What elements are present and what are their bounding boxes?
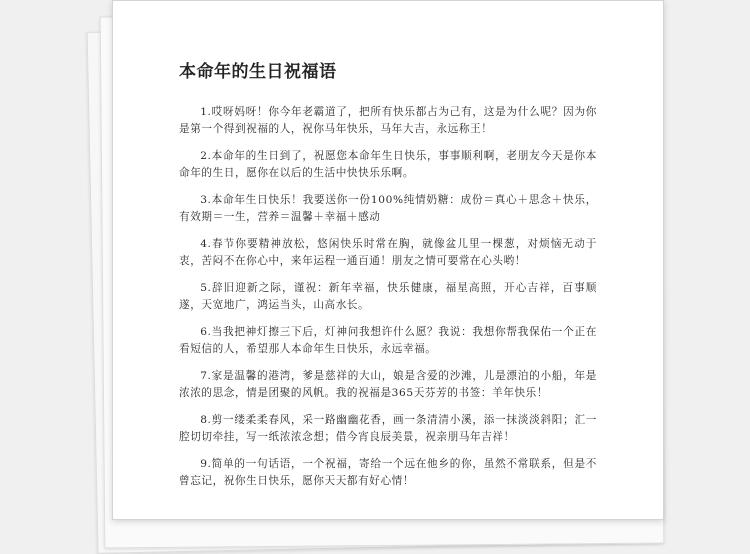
- document-page: [112, 0, 664, 520]
- paragraph-8: 8.剪一缕柔柔春风，采一路幽幽花香，画一条清清小溪，添一抹淡淡斜阳；汇一腔切切牵挂，写一纸浓浓念想；借今宵良辰美景，祝亲朋马年吉祥！: [179, 414, 597, 443]
- paragraph-5: 5.辞旧迎新之际，谨祝：新年幸福，快乐健康，福星高照，开心吉祥，百事顺遂，天宽地广，鸿运当头，山高水长。: [179, 282, 597, 311]
- paragraph-4: 4.春节你要精神放松，悠闲快乐时常在胸，就像盆儿里一棵葱，对烦恼无动于衷，苦闷不在你心中，来年运程一通百通！朋友之情可要常在心头哟！: [179, 238, 597, 267]
- document-title: 本命年的生日祝福语: [179, 62, 337, 82]
- paragraph-1: 1.哎呀妈呀！你今年老霸道了，把所有快乐都占为己有，这是为什么呢？因为你是第一个得到祝福的人，祝你马年快乐，马年大吉，永远称王！: [179, 106, 597, 135]
- paragraph-6: 6.当我把神灯擦三下后，灯神问我想许什么愿？我说：我想你帮我保佑一个正在看短信的人，希望那人本命年生日快乐，永远幸福。: [179, 326, 597, 355]
- paragraph-3: 3.本命年生日快乐！我要送你一份100%纯情奶糖：成份＝真心＋思念＋快乐，有效期＝一生，营养＝温馨＋幸福＋感动: [179, 194, 597, 223]
- paragraph-9: 9.简单的一句话语，一个祝福，寄给一个远在他乡的你，虽然不常联系，但是不曾忘记，祝你生日快乐，愿你天天都有好心情！: [179, 458, 597, 487]
- paragraph-7: 7.家是温馨的港湾，爹是慈祥的大山，娘是含爱的沙滩，儿是漂泊的小船，年是浓浓的思念，情是团聚的风帆。我的祝福是365天芬芳的书签：羊年快乐！: [179, 370, 597, 399]
- paragraph-2: 2.本命年的生日到了，祝愿您本命年生日快乐，事事顺利啊，老朋友今天是你本命年的生日，愿你在以后的生活中快快乐乐啊。: [179, 150, 597, 179]
